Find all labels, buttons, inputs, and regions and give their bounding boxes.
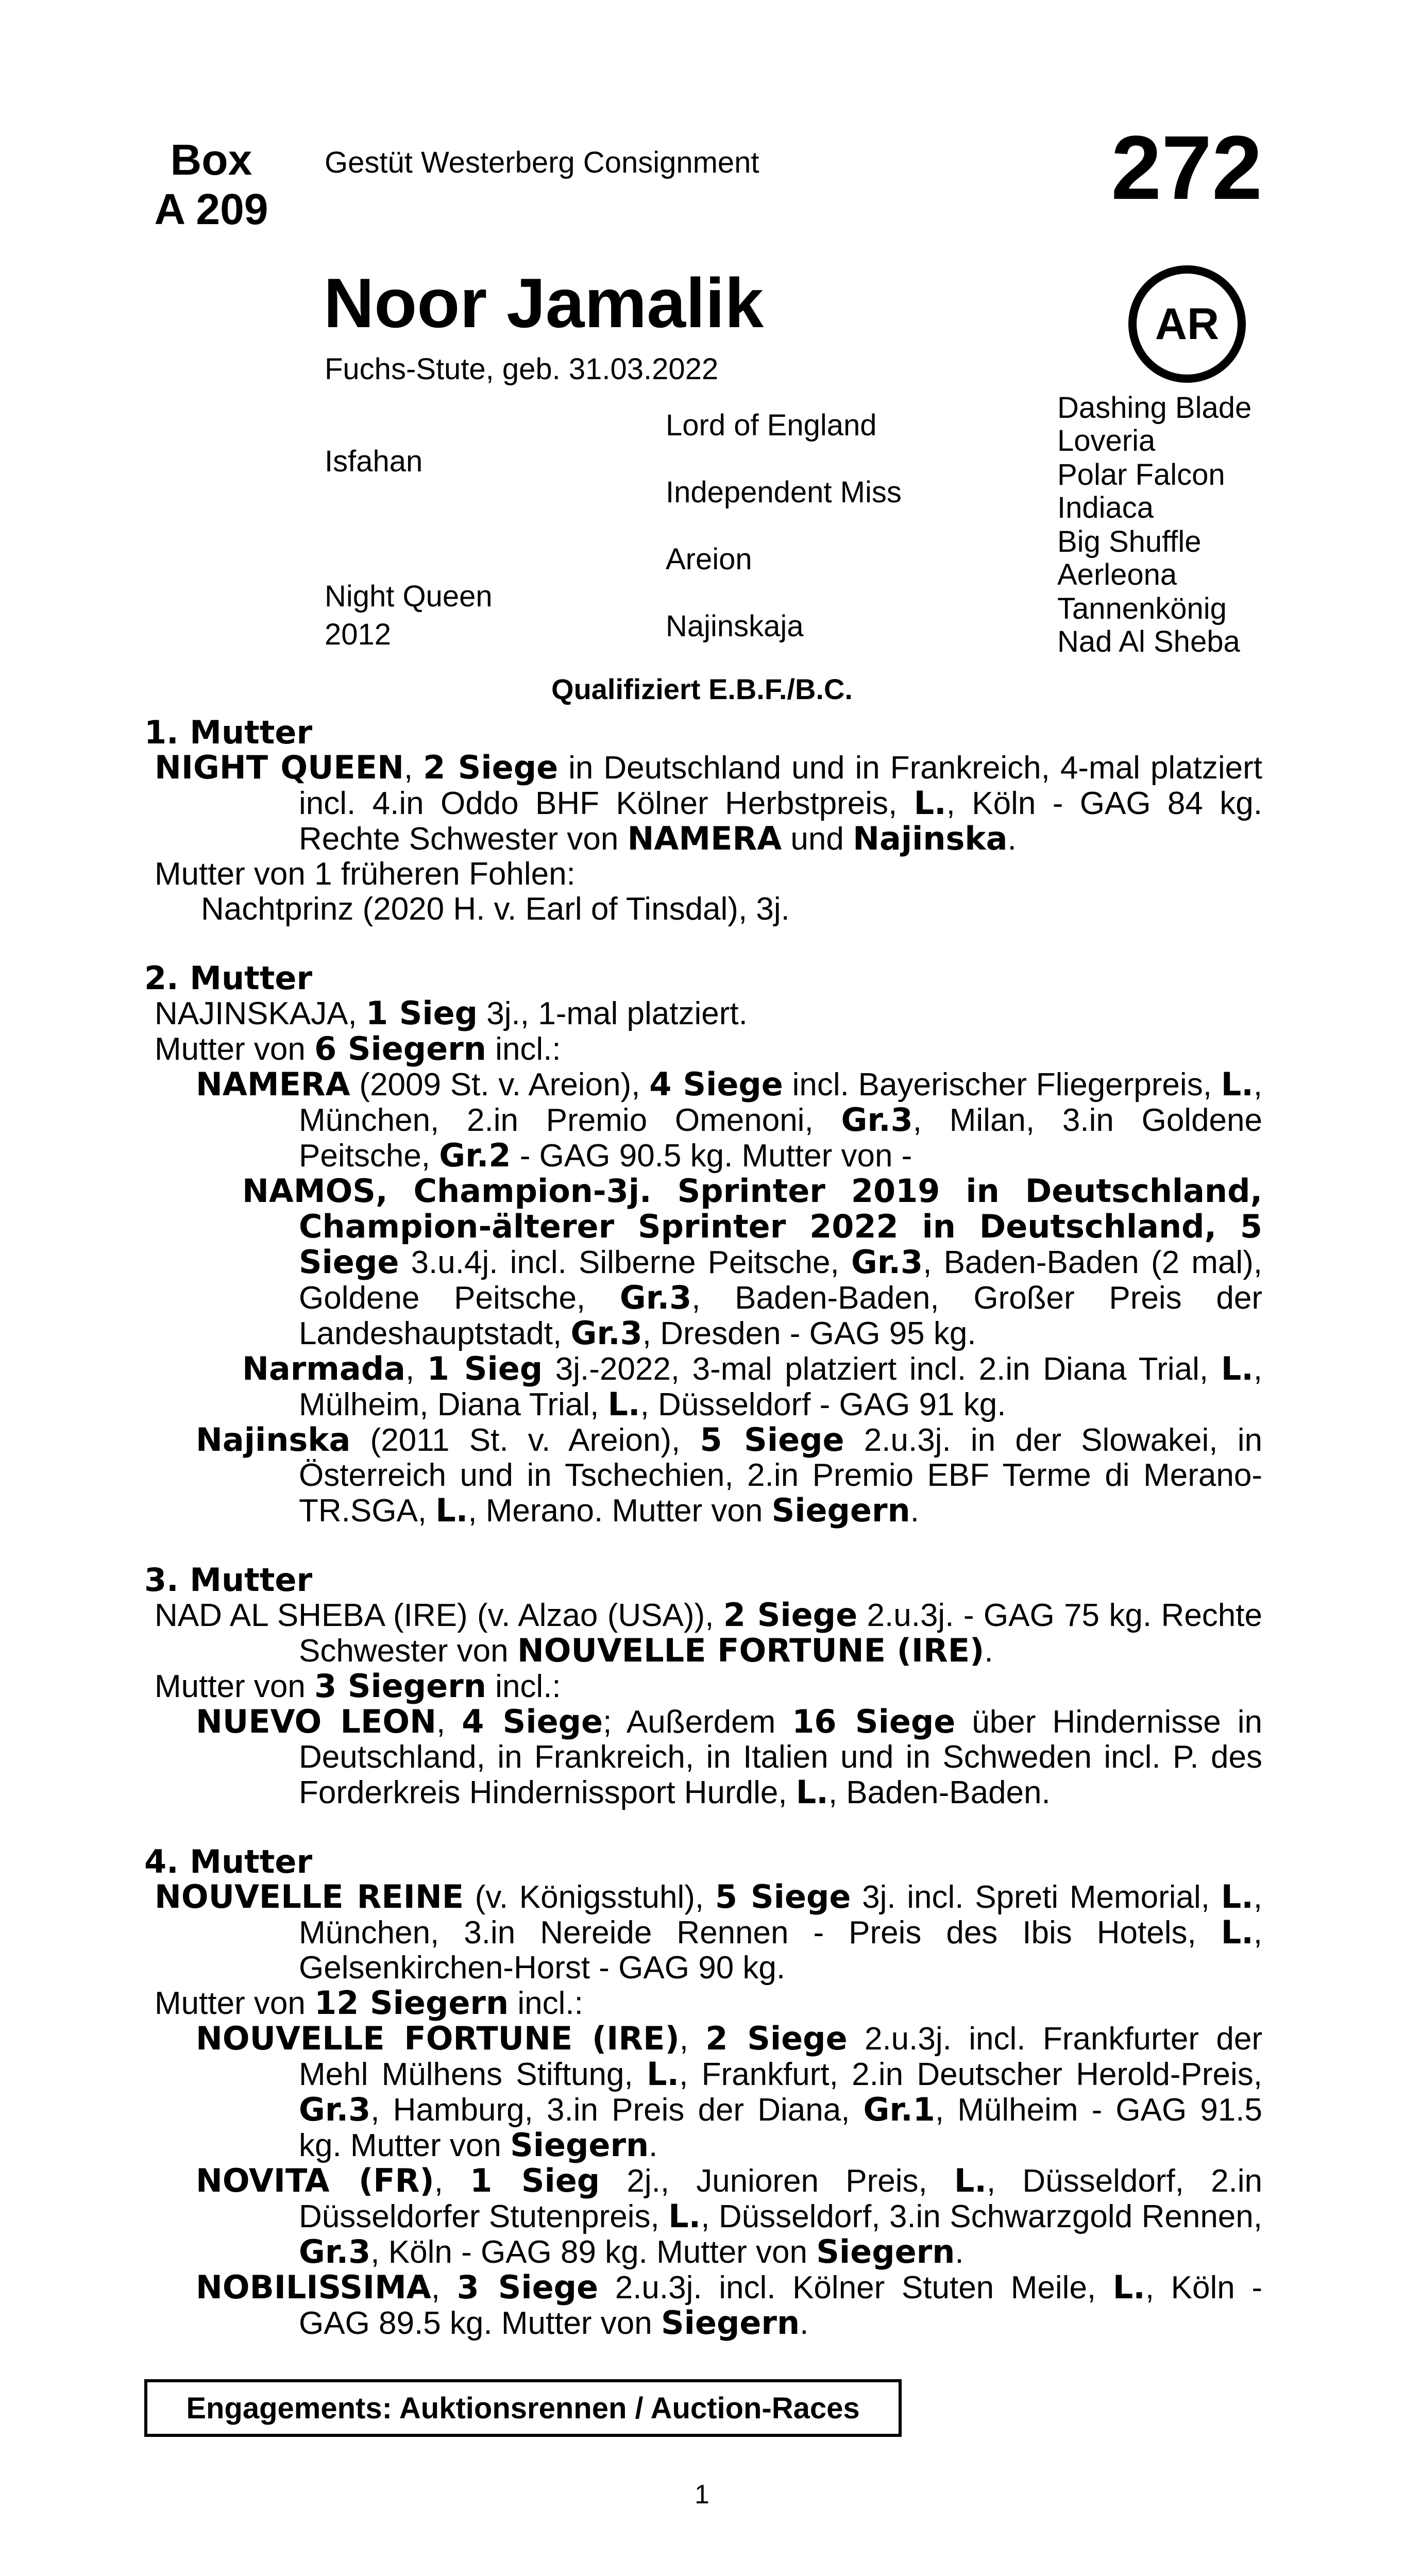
winners-bold: Siegern: [816, 2233, 955, 2270]
wins: 16 Siege: [792, 1703, 956, 1740]
offspring-entry: [144, 1351, 1262, 1422]
text: , Baden-Baden, Großer Preis der Landeshauptstadt,: [299, 1280, 1262, 1351]
text: NAJINSKAJA,: [155, 996, 366, 1031]
text: 3j. incl. Spreti Memorial,: [851, 1879, 1221, 1915]
text: - GAG 90.5 kg. Mutter von -: [511, 1138, 912, 1174]
text: 2.u.3j. in der Slowakei, in Österreich und in Tschechien, 2.in Premio EBF Terme di Merano-TR.SGA,: [299, 1422, 1262, 1529]
text: , Milan, 3.in Goldene Peitsche,: [299, 1103, 1263, 1174]
text: (2009 St. v. Areion),: [350, 1067, 650, 1103]
offspring-entry: [144, 1422, 1262, 1529]
section-title: 3. Mutter: [144, 1561, 313, 1599]
dam-entry: [144, 1879, 1262, 1986]
foal-entry: Nachtprinz (2020 H. v. Earl of Tinsdal), 3j.: [201, 891, 790, 927]
ar-badge: AR: [1128, 265, 1246, 383]
text: , Dresden - GAG 95 kg.: [642, 1316, 976, 1351]
text: incl.:: [509, 1986, 583, 2021]
text: Mutter von: [155, 1031, 315, 1067]
text: , München, 2.in Premio Omenoni,: [299, 1067, 1262, 1138]
text: , Düsseldorf, 2.in Düsseldorfer Stutenpreis,: [299, 2163, 1263, 2234]
pedigree-grandparent: Areion: [666, 543, 752, 576]
text: ; Außerdem: [603, 1704, 792, 1740]
section-title: 1. Mutter: [144, 714, 313, 751]
winners-line: [144, 1986, 1262, 2021]
listed-label: L.: [954, 2162, 987, 2199]
box-line-2: A 209: [154, 185, 268, 233]
wins: 1 Sieg: [427, 1350, 543, 1387]
horse-name-bold: NIGHT QUEEN: [155, 749, 404, 786]
wins: 2 Siege: [705, 2020, 848, 2057]
text: ,: [375, 1172, 414, 1210]
pedigree-great-grandparent: Loveria: [1057, 424, 1156, 457]
pedigree-grandparent: Independent Miss: [666, 476, 902, 509]
box-line-1: Box: [170, 135, 252, 184]
text: , München, 3.in Nereide Rennen - Preis des Ibis Hotels,: [299, 1879, 1262, 1951]
horse-description: Fuchs-Stute, geb. 31.03.2022: [325, 352, 719, 386]
pedigree-great-grandparent: Indiaca: [1057, 491, 1154, 524]
text: ,: [679, 2021, 706, 2057]
text: , Gelsenkirchen-Horst - GAG 90 kg.: [299, 1915, 1262, 1986]
pedigree-great-grandparent: Aerleona: [1057, 558, 1177, 591]
text: incl.:: [486, 1669, 561, 1704]
offspring-entry: [144, 1067, 1262, 1174]
text: 3.u.4j. incl. Silberne Peitsche,: [399, 1245, 851, 1280]
section-title: 4. Mutter: [144, 1843, 313, 1880]
text: , Mülheim - GAG 91.5 kg. Mutter von: [299, 2092, 1262, 2163]
wins: 5 Siege: [700, 1421, 844, 1459]
text: .: [955, 2234, 964, 2270]
text: 2j., Junioren Preis,: [600, 2163, 954, 2199]
text: 3j., 1-mal platziert.: [478, 996, 748, 1031]
text: 2.u.3j. incl. Frankfurter der Mehl Mülhens Stiftung,: [299, 2021, 1262, 2092]
text: ,: [404, 750, 424, 786]
section-1-mutter: [144, 715, 1262, 927]
listed-label: L.: [435, 1492, 468, 1529]
winners-line: [144, 1031, 1262, 1067]
group-label: Gr.3: [851, 1243, 923, 1281]
text: NAD AL SHEBA (IRE) (v. Alzao (USA)),: [155, 1598, 723, 1633]
text: incl. Bayerischer Fliegerpreis,: [783, 1067, 1221, 1103]
sibling-name: Najinska: [853, 820, 1008, 857]
listed-label: L.: [1221, 1065, 1254, 1103]
page-number: 1: [695, 2480, 709, 2510]
text: 2.u.3j. incl. Kölner Stuten Meile,: [598, 2270, 1113, 2306]
pedigree-great-grandparent: Tannenkönig: [1057, 592, 1227, 625]
pedigree-great-grandparent: Dashing Blade: [1057, 391, 1252, 425]
box-label: [144, 135, 278, 234]
horse-name-bold: NOUVELLE REINE: [155, 1878, 464, 1916]
dam-entry: [144, 1598, 1262, 1669]
pedigree-grandparent: Lord of England: [666, 409, 877, 442]
dam-entry: [144, 996, 1262, 1031]
text: und: [782, 821, 853, 857]
winners-bold: Siegern: [661, 2304, 800, 2342]
listed-label: L.: [647, 2055, 680, 2093]
pedigree-sire: Isfahan: [325, 445, 423, 478]
horse-name-bold: NOBILISSIMA: [196, 2268, 431, 2306]
horse-name-bold: NUEVO LEON: [196, 1703, 436, 1740]
pedigree-grandparent: Najinskaja: [666, 609, 804, 643]
sibling-name: NAMERA: [627, 820, 782, 857]
section-3-mutter: [144, 1563, 1262, 1810]
text: , Düsseldorf, 3.in Schwarzgold Rennen,: [701, 2199, 1262, 2234]
horse-name-bold: NOVITA (FR): [196, 2162, 434, 2199]
section-title: 2. Mutter: [144, 959, 313, 997]
winners-count: 3 Siegern: [314, 1667, 486, 1705]
offspring-entry: [144, 2270, 1262, 2341]
horse-name-bold: Najinska: [196, 1421, 351, 1459]
offspring-entry: [144, 1174, 1262, 1351]
group-label: Gr.3: [841, 1101, 913, 1139]
group-label: Gr.3: [619, 1279, 692, 1316]
text: , Mülheim, Diana Trial,: [299, 1351, 1262, 1422]
offspring-entry: [144, 1704, 1262, 1810]
group-label: Gr.2: [439, 1137, 511, 1174]
listed-label: L.: [914, 784, 946, 822]
lot-number: 272: [1111, 117, 1262, 218]
section-4-mutter: [144, 1844, 1262, 2341]
text: über Hindernisse in Deutschland, in Frankreich, in Italien und in Schweden incl. P. des Forderkreis Hindernissport Hurdle,: [299, 1704, 1262, 1810]
text: , Köln - GAG 89.5 kg. Mutter von: [299, 2270, 1263, 2341]
text: incl.:: [486, 1031, 561, 1067]
text: .: [910, 1493, 919, 1529]
text: ,: [431, 2270, 457, 2306]
pedigree-dam: Night Queen: [325, 580, 493, 613]
text: , Frankfurt, 2.in Deutscher Herold-Preis,: [679, 2057, 1262, 2092]
wins: 4 Siege: [649, 1065, 783, 1103]
pedigree-dam-year: 2012: [325, 618, 392, 651]
text: Mutter von: [155, 1669, 315, 1704]
text: ,: [405, 1351, 427, 1387]
text: .: [984, 1633, 993, 1669]
listed-label: L.: [607, 1385, 640, 1423]
group-label: Gr.3: [299, 2233, 371, 2270]
text: 3j.-2022, 3-mal platziert incl. 2.in Diana Trial,: [543, 1351, 1221, 1387]
qualification: Qualifiziert E.B.F./B.C.: [551, 673, 853, 705]
horse-name-bold: NOUVELLE FORTUNE (IRE): [196, 2020, 680, 2057]
text: 2.u.3j. - GAG 75 kg. Rechte Schwester von: [299, 1598, 1262, 1669]
text: .: [800, 2306, 809, 2341]
offspring-entry: [144, 2021, 1262, 2163]
wins: 3 Siege: [456, 2268, 599, 2306]
pedigree-great-grandparent: Polar Falcon: [1057, 458, 1225, 492]
text: , Merano. Mutter von: [468, 1493, 772, 1529]
winners-line: [144, 1669, 1262, 1704]
text: (2011 St. v. Areion),: [350, 1422, 700, 1458]
group-label: Gr.3: [299, 2091, 371, 2128]
winners-count: 6 Siegern: [314, 1030, 486, 1067]
pedigree-great-grandparent: Nad Al Sheba: [1057, 625, 1240, 658]
text: Mutter von: [155, 1986, 315, 2021]
listed-label: L.: [1221, 1350, 1254, 1387]
wins: 5 Siege: [715, 1878, 851, 1916]
text: , Köln - GAG 89 kg. Mutter von: [370, 2234, 817, 2270]
listed-label: L.: [1221, 1913, 1254, 1951]
section-2-mutter: [144, 961, 1262, 1529]
wins: 1 Sieg: [366, 994, 478, 1032]
text: ,: [436, 1704, 462, 1740]
horse-name: Noor Jamalik: [324, 264, 764, 342]
text: , Baden-Baden.: [828, 1775, 1051, 1810]
winners-bold: Siegern: [771, 1492, 910, 1529]
family-content: [144, 715, 1262, 2375]
horse-name-bold: NAMOS: [242, 1172, 376, 1210]
engagements-box: Engagements: Auktionsrennen / Auction-Races: [144, 2379, 902, 2437]
text: .: [1007, 821, 1017, 857]
text: (v. Königsstuhl),: [464, 1879, 715, 1915]
text: in Deutschland und in Frankreich, 4-mal platziert incl. 4.in Oddo BHF Kölner Herbstpreis,: [299, 750, 1262, 821]
sibling-name: NOUVELLE FORTUNE (IRE): [517, 1632, 985, 1669]
group-label: Gr.3: [570, 1314, 642, 1352]
text: , Köln - GAG 84 kg. Rechte Schwester von: [299, 786, 1262, 857]
listed-label: L.: [668, 2197, 701, 2235]
dam-entry: [144, 750, 1262, 857]
offspring-entry: [144, 2163, 1262, 2270]
group-label: Gr.1: [863, 2091, 935, 2128]
text: , Baden-Baden (2 mal), Goldene Peitsche,: [299, 1245, 1263, 1316]
consignor: Gestüt Westerberg Consignment: [325, 146, 759, 179]
wins: 1 Sieg: [470, 2162, 600, 2199]
foals-line: Mutter von 1 früheren Fohlen:: [155, 856, 576, 892]
text: .: [649, 2128, 658, 2163]
listed-label: L.: [796, 1773, 828, 1811]
champion-title: Champion-3j. Sprinter 2019 in Deutschland, Champion-älterer Sprinter 2022 in Deutschland, 5 Siege: [299, 1172, 1262, 1281]
winners-count: 12 Siegern: [314, 1984, 509, 2022]
text: , Hamburg, 3.in Preis der Diana,: [370, 2092, 864, 2128]
wins: 2 Siege: [723, 1596, 858, 1634]
text: ,: [434, 2163, 470, 2199]
wins: 4 Siege: [462, 1703, 603, 1740]
wins: 2 Siege: [423, 749, 559, 786]
winners-bold: Siegern: [510, 2126, 649, 2164]
listed-label: L.: [1112, 2268, 1145, 2306]
horse-name-bold: NAMERA: [196, 1065, 350, 1103]
text: , Düsseldorf - GAG 91 kg.: [640, 1387, 1006, 1422]
horse-name-bold: Narmada: [242, 1350, 405, 1387]
pedigree-great-grandparent: Big Shuffle: [1057, 525, 1202, 558]
listed-label: L.: [1221, 1878, 1254, 1916]
